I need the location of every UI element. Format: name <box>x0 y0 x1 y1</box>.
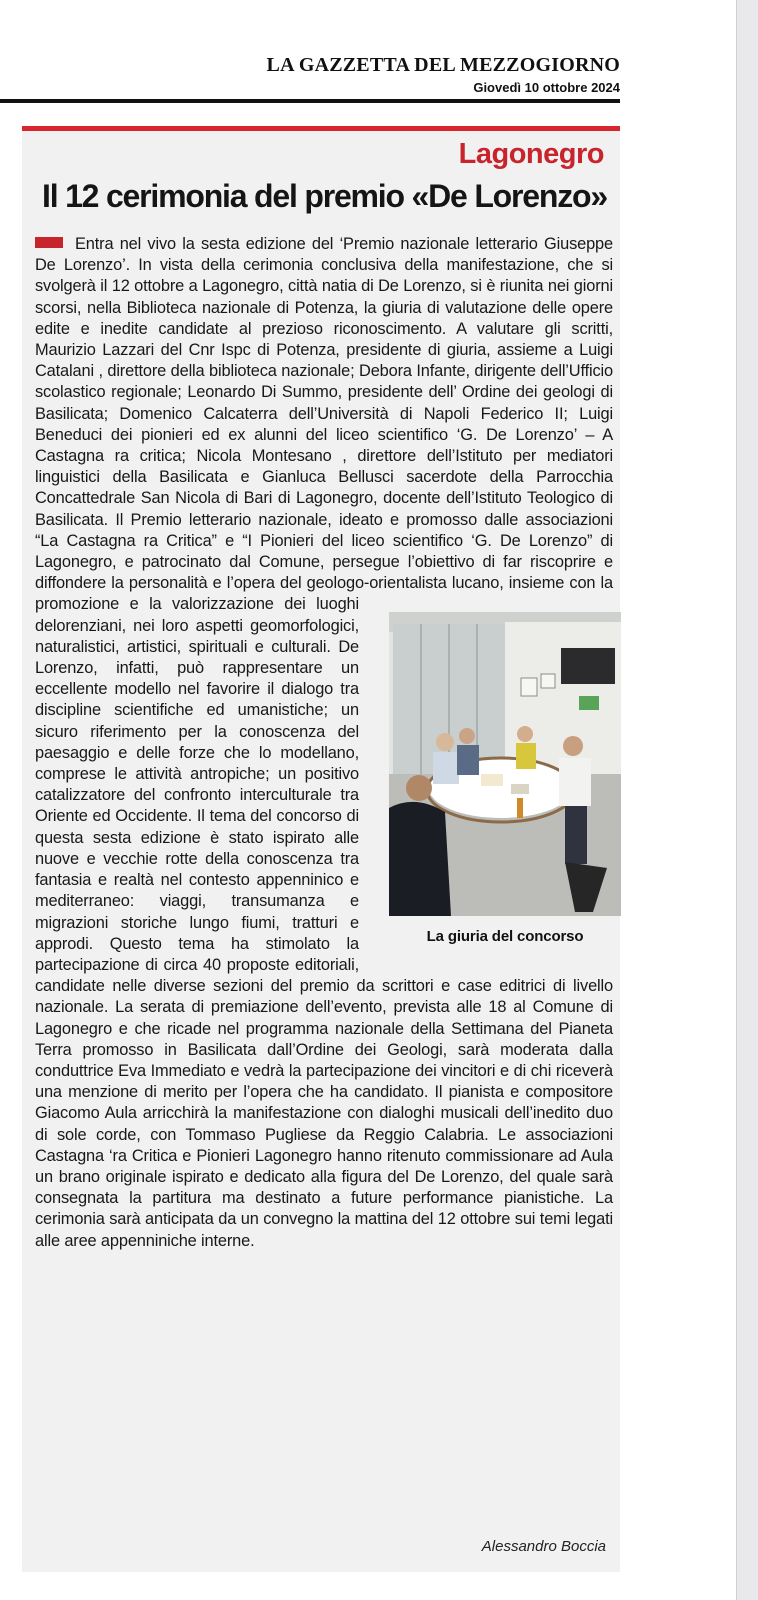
article-top-rule <box>22 126 620 131</box>
body-text-part-2: valorizzazione dei luoghi delorenziani, nei loro aspetti geomorfologici, naturalistici, artistici, spirituali e culturali. De Lorenzo, infatti, può rappresentare un eccellente modello nel favorire il dialogo tra discipline scientifiche ed umanistiche; un sicuro riferimento per la conoscenza del paesaggio e delle forze che lo modellano, comprese le attività antropiche; un positivo catalizzatore del confronto interculturale tra Oriente ed Occidente. Il tema del concorso di questa sesta edizione è stato ispirato alle nuove e vecchie rotte della conoscenza tra fantasia e realtà nel contesto appenninico e mediterraneo: viaggi, transumanza e migrazioni storiche lungo fiumi, tratturi e approdi. Questo tema ha stimolato la partecipazione di circa 40 proposte editoriali, candidate nelle diverse sezioni del premio da scrittori e case editrici di livello nazionale. La serata di premiazione dell’evento, prevista alle 18 al Comune di Lagonegro e che ricade nel programma nazionale della Settimana del Pianeta Terra promosso in Basilicata dall’Ordine dei Geologi, sarà moderata dalla conduttrice Eva Immediato e vedrà la partecipazione dei vincitori e di chi riceverà una menzione di merito per l’opera che ha candidato. Il pianista e compositore Giacomo Aula arricchirà la manifestazione con dialoghi musicali dell’inedito duo di sole corde, con Tommaso Pugliese da Reggio Calabria. Le associazioni Castagna ‘ra Critica e Pionieri Lagonegro hanno ritenuto commissionare ad Aula un brano originale ispirato e dedicato alla figura del De Lorenzo, del quale sarà consegnata la partitura ma destinato a future performance pianistiche. La cerimonia sarà anticipata da un convegno la mattina del 12 ottobre sui temi legati alle aree appenniniche interne. <box>35 595 613 1250</box>
issue-date: Giovedì 10 ottobre 2024 <box>473 80 620 95</box>
masthead-rule <box>0 99 620 103</box>
article-clipping <box>22 126 620 1572</box>
article-headline: Il 12 cerimonia del premio «De Lorenzo» <box>42 178 607 214</box>
article-figure <box>385 612 625 958</box>
jury-meeting-image <box>389 612 621 916</box>
article-body <box>35 234 613 1252</box>
article-byline: Alessandro Boccia <box>481 1538 606 1555</box>
newspaper-masthead <box>0 52 620 107</box>
jury-photo <box>389 612 621 916</box>
lead-marker <box>35 237 63 248</box>
article-kicker: Lagonegro <box>458 138 604 170</box>
photo-caption: La giuria del concorso <box>426 928 584 946</box>
body-text-part-1: Entra nel vivo la sesta edizione del ‘Premio nazionale letterario Giuseppe De Lorenzo’. In vista della cerimonia conclusiva della manifestazione, che si svolgerà il 12 ottobre a Lagonegro, città natia di De Lorenzo, si è riunita nei giorni scorsi, nella Biblioteca nazionale di Potenza, la giuria di valutazione delle opere edite e inedite candidate al prezioso riconoscimento. A valutare gli scritti, Maurizio Lazzari del Cnr Ispc di Potenza, presidente di giuria, assieme a Luigi Catalani , direttore della biblioteca nazionale; Debora Infante, dirigente dell’Ufficio scolastico regionale; Leonardo Di Summo, presidente dell’ Ordine dei geologi di Basilicata; Domenico Calcaterra dell’Università di Napoli Federico II; Luigi Beneduci dei pionieri ed ex alunni del liceo scientifico ‘G. De Lorenzo’ – A Castagna ra critica; Nicola Montesano , direttore dell’Istituto per mediatori linguistici della Basilicata e Gianluca Bellusci sacerdote della Parrocchia Concattedrale San Nicola di Bari di Lagonegro, docente dell’Istituto Teologico di Basilicata. Il Premio letterario nazionale, ideato e promosso dalle associazioni “La Castagna ra Critica” e “I Pionieri del liceo scientifico ‘G. De Lorenzo” di Lagonegro, e patrocinato dal Comune, persegue l’obiettivo di far riscoprire e diffondere la personalità e l’opera del geologo-orientalista lucano, insieme con la promozione e la <box>35 235 613 614</box>
newspaper-title: LA GAZZETTA DEL MEZZOGIORNO <box>266 54 620 76</box>
page-edge-strip <box>736 0 758 1600</box>
